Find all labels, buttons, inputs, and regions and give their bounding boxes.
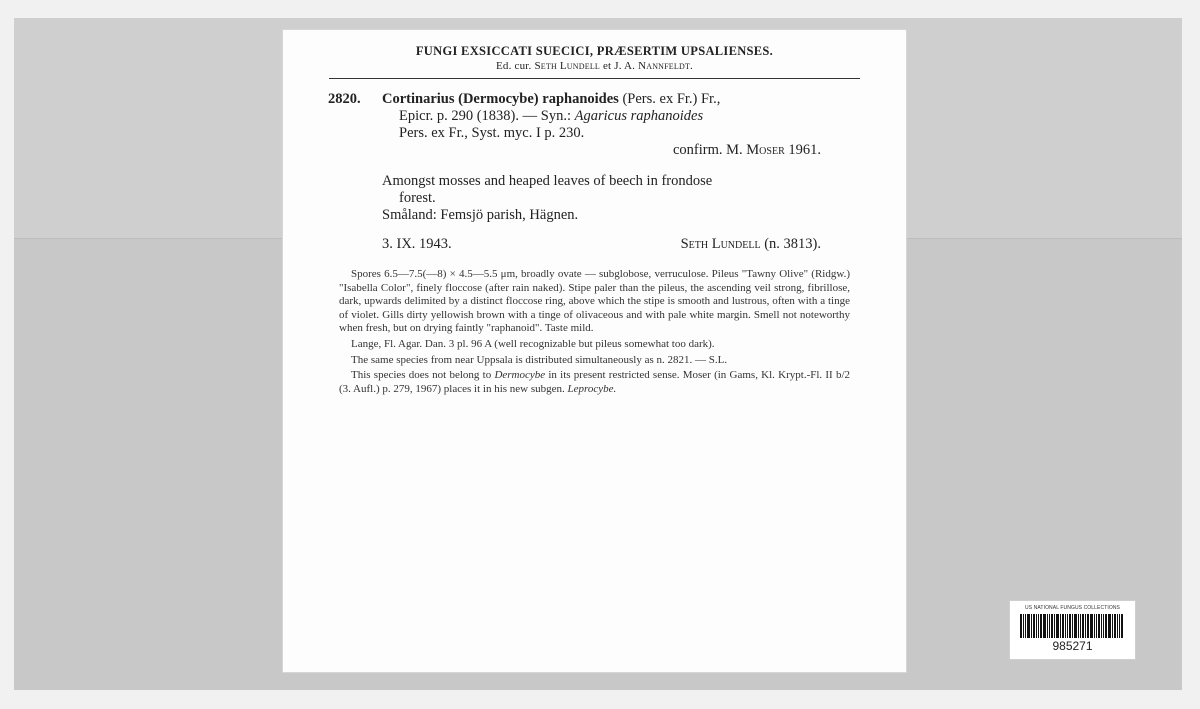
barcode-stripe	[1056, 614, 1059, 638]
barcode-stripe	[1103, 614, 1104, 638]
barcode-stripe	[1020, 614, 1022, 638]
barcode-stripe	[1108, 614, 1111, 638]
exsiccata-number: 2820.	[328, 91, 361, 107]
barcode-stripe	[1087, 614, 1089, 638]
taxon-authority: (Pers. ex Fr.) Fr.,	[622, 91, 721, 107]
barcode-stripe	[1090, 614, 1093, 638]
barcode-stripe	[1119, 614, 1120, 638]
barcode-bars	[1020, 614, 1125, 638]
barcode-stripe	[1078, 614, 1079, 638]
barcode-stripe	[1025, 614, 1026, 638]
barcode-stripe	[1121, 614, 1123, 638]
barcode-institution: US NATIONAL FUNGUS COLLECTIONS	[1025, 605, 1120, 611]
citation: Epicr. p. 290 (1838). — Syn.:	[399, 108, 571, 124]
barcode-stripe	[1096, 614, 1097, 638]
editors-line: Ed. cur. Seth Lundell et J. A. Nannfeldt.	[496, 60, 693, 72]
barcode-stripe	[1067, 614, 1068, 638]
barcode-stripe	[1080, 614, 1081, 638]
barcode-stripe	[1085, 614, 1086, 638]
barcode-stripe	[1117, 614, 1118, 638]
taxon-name: Cortinarius (Dermocybe) raphanoides	[382, 91, 619, 107]
moser-note: This species does not belong to Dermocybe in its present restricted sense. Moser (in Gams, Kl. Krypt.-Fl. II b/2 (3. Aufl.) p. 279, 1967) places it in his new subgen. Leprocybe.	[339, 369, 850, 395]
collection-date: 3. IX. 1943.	[382, 236, 452, 252]
barcode-stripe	[1082, 614, 1084, 638]
barcode-number: 985271	[1052, 639, 1093, 653]
barcode-stripe	[1040, 614, 1042, 638]
barcode-stripe	[1054, 614, 1055, 638]
barcode-stripe	[1036, 614, 1037, 638]
barcode-stripe	[1094, 614, 1095, 638]
confirmation: confirm. M. Moser 1961.	[672, 142, 821, 158]
barcode-stripe	[1049, 614, 1050, 638]
label-header	[283, 44, 906, 72]
locality: Småland: Femsjö parish, Hägnen.	[382, 207, 579, 223]
barcode-stripe	[1051, 614, 1053, 638]
spore-description: Spores 6.5—7.5(—8) × 4.5—5.5 μm, broadly ovate — subglobose, verruculose. Pileus "Tawny Olive" (Ridgw.) "Isabella Color", finely floccose (after rain naked). Stipe paler than the pileus, the ascending veil strong, fibrillose, dark, upwards delimited by a distinct floccose ring, above which the stipe is smooth and lustrous, often with a tinge of violet. Gills dirty yellowish brown with a tinge of olivaceous and with pale white margin. Smell not noteworthy when fresh, but on drying faintly "raphanoid". Taste mild.	[339, 268, 850, 335]
series-title: FUNGI EXSICCATI SUECICI, PRÆSERTIM UPSALIENSES.	[415, 44, 774, 58]
barcode-stripe	[1112, 614, 1113, 638]
barcode-stripe	[1043, 614, 1046, 638]
specimen-label	[283, 30, 906, 672]
habitat-line: Amongst mosses and heaped leaves of beech in frondose	[382, 173, 713, 189]
barcode-stripe	[1114, 614, 1116, 638]
barcode-stripe	[1105, 614, 1107, 638]
barcode-stripe	[1074, 614, 1077, 638]
barcode-stripe	[1065, 614, 1066, 638]
barcode-stripe	[1027, 614, 1030, 638]
collection-line	[283, 236, 906, 254]
description-notes	[339, 268, 850, 396]
barcode-stripe	[1072, 614, 1073, 638]
same-species-note: The same species from near Uppsala is distributed simultaneously as n. 2821. — S.L.	[351, 353, 728, 366]
header-rule	[329, 78, 860, 79]
habitat-line-2: forest.	[399, 190, 436, 206]
barcode-stripe	[1023, 614, 1024, 638]
synonym: Agaricus raphanoides	[574, 108, 704, 124]
barcode-stripe	[1033, 614, 1035, 638]
lange-reference: Lange, Fl. Agar. Dan. 3 pl. 96 A (well recognizable but pileus somewhat too dark).	[351, 337, 715, 350]
barcode-stripe	[1101, 614, 1102, 638]
collector: Seth Lundell (n. 3813).	[680, 236, 821, 252]
barcode-stripe	[1098, 614, 1100, 638]
barcode-stripe	[1069, 614, 1071, 638]
barcode-stripe	[1060, 614, 1061, 638]
synonym-citation: Pers. ex Fr., Syst. myc. I p. 230.	[399, 125, 585, 141]
taxon-entry	[283, 91, 906, 159]
barcode-label	[1010, 601, 1135, 659]
barcode-stripe	[1038, 614, 1039, 638]
barcode-stripe	[1062, 614, 1064, 638]
barcode-stripe	[1031, 614, 1032, 638]
habitat-block	[283, 173, 906, 224]
barcode-stripe	[1047, 614, 1048, 638]
